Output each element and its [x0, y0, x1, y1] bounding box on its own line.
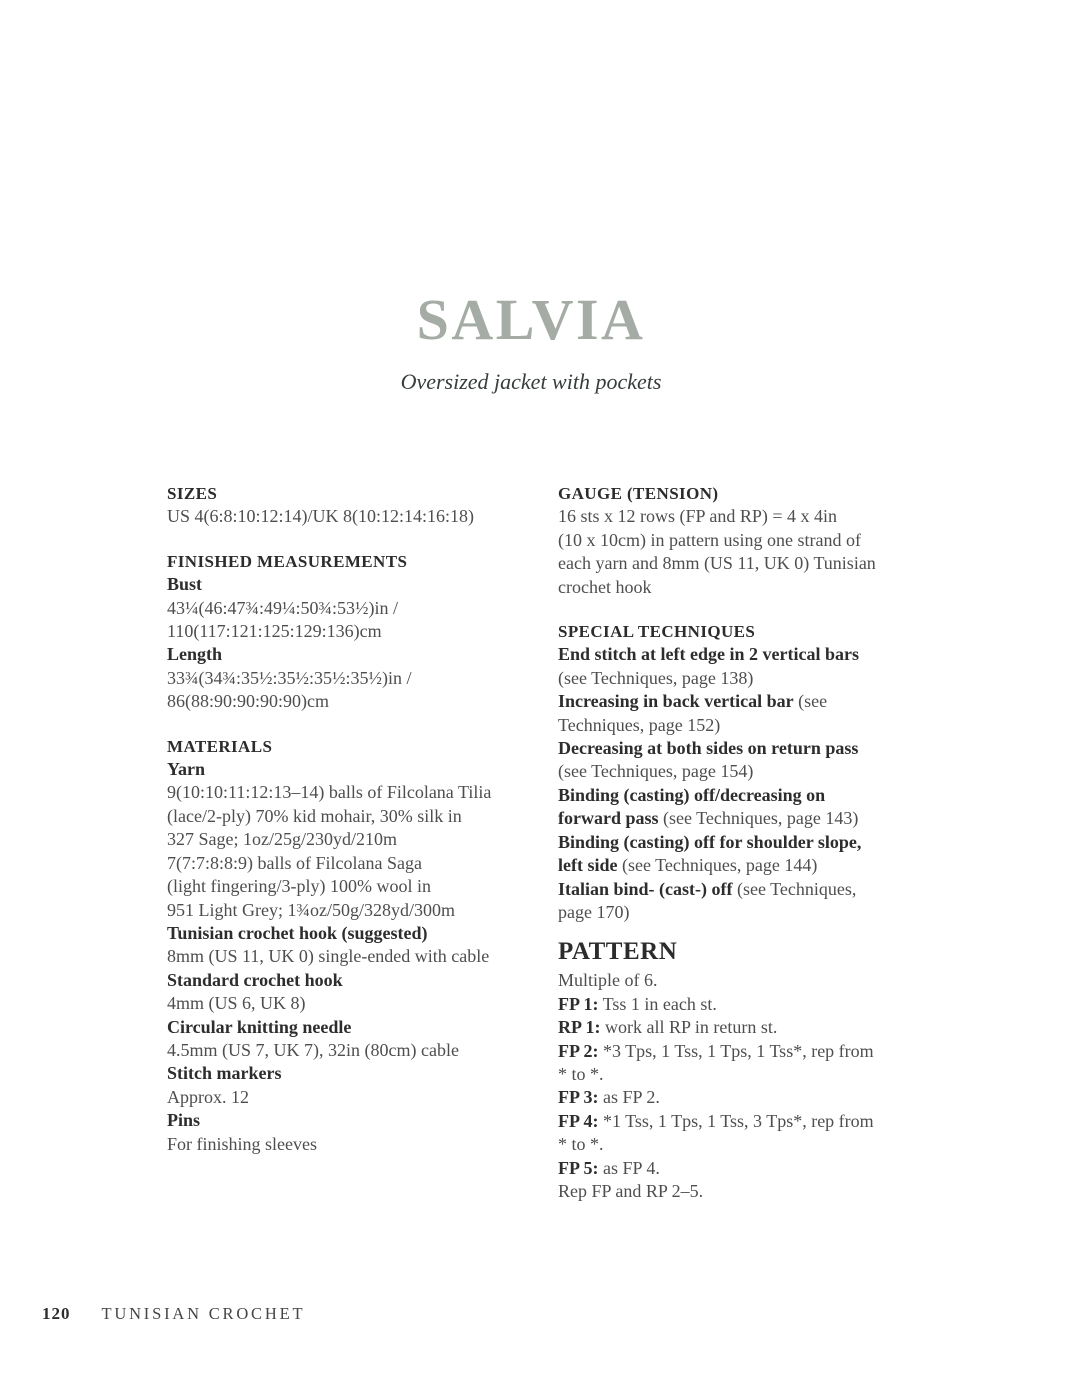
bold-text-run: forward pass — [558, 808, 659, 829]
bold-text-run: Italian bind- (cast-) off — [558, 878, 733, 899]
bold-text-run: FP 4: — [558, 1110, 599, 1131]
text-line — [558, 901, 908, 924]
text-run: US 4(6:8:10:12:14)/UK 8(10:12:14:16:18) — [167, 506, 474, 527]
text-run: PATTERN — [558, 938, 678, 966]
bold-text-run: Pins — [167, 1110, 201, 1131]
text-line — [167, 1133, 539, 1156]
text-line — [558, 714, 908, 737]
bold-text-run: Bust — [167, 574, 203, 595]
text-line — [558, 529, 908, 552]
text-run: FINISHED MEASUREMENTS — [167, 551, 408, 571]
gauge-heading — [558, 482, 908, 505]
sizes-heading — [167, 482, 539, 505]
text-run: 8mm (US 11, UK 0) single-ended with cable — [167, 946, 490, 967]
text-line — [167, 899, 539, 922]
text-line — [558, 878, 908, 901]
text-run: Techniques, page 152) — [558, 714, 721, 735]
spacer — [558, 599, 908, 620]
text-line — [167, 597, 539, 620]
bold-text-run: FP 1: — [558, 993, 599, 1014]
text-line — [558, 969, 908, 992]
text-run: *3 Tps, 1 Tss, 1 Tps, 1 Tss*, rep from — [598, 1040, 874, 1061]
text-line — [558, 807, 908, 830]
text-line — [167, 969, 539, 992]
left-column — [167, 482, 539, 1156]
text-line — [167, 758, 539, 781]
text-run: 327 Sage; 1oz/25g/230yd/210m — [167, 829, 397, 850]
spacer — [167, 529, 539, 550]
text-line — [558, 737, 908, 760]
bold-text-run: FP 5: — [558, 1157, 599, 1178]
text-run: 951 Light Grey; 1¾oz/50g/328yd/300m — [167, 899, 455, 920]
text-line — [167, 1109, 539, 1132]
finished-measurements-heading — [167, 550, 539, 573]
text-run: 43¼(46:47¾:49¼:50¾:53½)in / — [167, 597, 398, 618]
pattern-title: SALVIA — [416, 287, 646, 352]
text-line — [167, 781, 539, 804]
text-run: (see Techniques, page 138) — [558, 667, 754, 688]
text-run: Tss 1 in each st. — [598, 993, 717, 1014]
text-run: (see Techniques, page 154) — [558, 761, 754, 782]
text-run: GAUGE (TENSION) — [558, 484, 719, 503]
text-run: 110(117:121:125:129:136)cm — [167, 621, 382, 642]
text-run: MATERIALS — [167, 736, 273, 756]
special-techniques-heading — [558, 620, 908, 643]
text-line — [167, 852, 539, 875]
text-run: SIZES — [167, 484, 218, 503]
bold-text-run: Decreasing at both sides on return pass — [558, 738, 859, 759]
text-run: 9(10:10:11:12:13–14) balls of Filcolana Tilia — [167, 782, 492, 803]
text-run: Rep FP and RP 2–5. — [558, 1180, 704, 1201]
text-line — [167, 1016, 539, 1039]
bold-text-run: FP 2: — [558, 1040, 599, 1061]
bold-text-run: Stitch markers — [167, 1063, 282, 1084]
page-footer — [42, 1304, 305, 1324]
text-run: (see Techniques, page 143) — [658, 808, 859, 829]
text-run: work all RP in return st. — [600, 1017, 778, 1038]
text-line — [558, 1063, 908, 1086]
text-line — [167, 690, 539, 713]
text-line — [167, 992, 539, 1015]
text-line — [558, 1110, 908, 1133]
text-run: 86(88:90:90:90:90)cm — [167, 691, 329, 712]
text-line — [558, 1016, 908, 1039]
text-line — [167, 828, 539, 851]
text-run: 7(7:7:8:8:9) balls of Filcolana Saga — [167, 852, 422, 873]
text-run: 4mm (US 6, UK 8) — [167, 993, 306, 1014]
text-line — [167, 643, 539, 666]
text-run: (lace/2-ply) 70% kid mohair, 30% silk in — [167, 805, 462, 826]
text-line — [558, 552, 908, 575]
materials-heading — [167, 735, 539, 758]
text-line — [558, 1180, 908, 1203]
text-line — [558, 505, 908, 528]
text-run: (see — [793, 691, 828, 712]
text-line — [558, 576, 908, 599]
text-run: page 170) — [558, 901, 630, 922]
text-line — [167, 620, 539, 643]
text-run: SPECIAL TECHNIQUES — [558, 622, 756, 642]
text-run: 4.5mm (US 7, UK 7), 32in (80cm) cable — [167, 1039, 459, 1060]
text-run: (see Techniques, — [732, 878, 857, 899]
bold-text-run: FP 3: — [558, 1087, 599, 1108]
text-line — [558, 667, 908, 690]
text-run: crochet hook — [558, 576, 652, 597]
text-run: (10 x 10cm) in pattern using one strand of — [558, 529, 861, 550]
text-line — [558, 690, 908, 713]
text-line — [167, 667, 539, 690]
spacer — [167, 714, 539, 735]
text-run: 33¾(34¾:35½:35½:35½:35½)in / — [167, 667, 412, 688]
text-line — [167, 505, 539, 528]
page-number: 120 — [42, 1304, 71, 1323]
text-run: *1 Tss, 1 Tps, 1 Tss, 3 Tps*, rep from — [598, 1110, 874, 1131]
right-column — [558, 482, 908, 1203]
bold-text-run: Yarn — [167, 759, 206, 780]
text-line — [167, 1039, 539, 1062]
book-title: TUNISIAN CROCHET — [101, 1304, 306, 1323]
text-line — [558, 1133, 908, 1156]
text-line — [558, 854, 908, 877]
bold-text-run: End stitch at left edge in 2 vertical bars — [558, 644, 859, 665]
text-line — [167, 1062, 539, 1085]
text-run: as FP 4. — [598, 1157, 660, 1178]
text-line — [167, 573, 539, 596]
text-run: * to *. — [558, 1063, 604, 1084]
text-line — [558, 760, 908, 783]
bold-text-run: Binding (casting) off/decreasing on — [558, 784, 826, 805]
bold-text-run: left side — [558, 855, 618, 876]
text-run: 16 sts x 12 rows (FP and RP) = 4 x 4in — [558, 506, 838, 527]
text-line — [167, 1086, 539, 1109]
text-line — [558, 643, 908, 666]
text-run: (light fingering/3-ply) 100% wool in — [167, 876, 431, 897]
text-line — [558, 993, 908, 1016]
text-line — [558, 1040, 908, 1063]
pattern-heading — [558, 924, 908, 969]
text-line — [167, 805, 539, 828]
pattern-header — [0, 287, 1062, 395]
text-run: as FP 2. — [598, 1087, 660, 1108]
text-line — [558, 1086, 908, 1109]
bold-text-run: Standard crochet hook — [167, 969, 343, 990]
text-run: For finishing sleeves — [167, 1133, 317, 1154]
pattern-subtitle: Oversized jacket with pockets — [400, 369, 662, 394]
bold-text-run: Tunisian crochet hook (suggested) — [167, 922, 428, 943]
text-run: Multiple of 6. — [558, 970, 658, 991]
bold-text-run: RP 1: — [558, 1017, 601, 1038]
text-run: * to *. — [558, 1134, 604, 1155]
text-run: Approx. 12 — [167, 1086, 249, 1107]
text-line — [558, 784, 908, 807]
bold-text-run: Length — [167, 644, 223, 665]
text-run: each yarn and 8mm (US 11, UK 0) Tunisian — [558, 553, 876, 574]
bold-text-run: Increasing in back vertical bar — [558, 691, 794, 712]
text-line — [558, 831, 908, 854]
text-line — [167, 922, 539, 945]
text-line — [167, 875, 539, 898]
text-line — [167, 945, 539, 968]
bold-text-run: Circular knitting needle — [167, 1016, 352, 1037]
bold-text-run: Binding (casting) off for shoulder slope, — [558, 831, 862, 852]
text-line — [558, 1157, 908, 1180]
text-run: (see Techniques, page 144) — [617, 855, 818, 876]
